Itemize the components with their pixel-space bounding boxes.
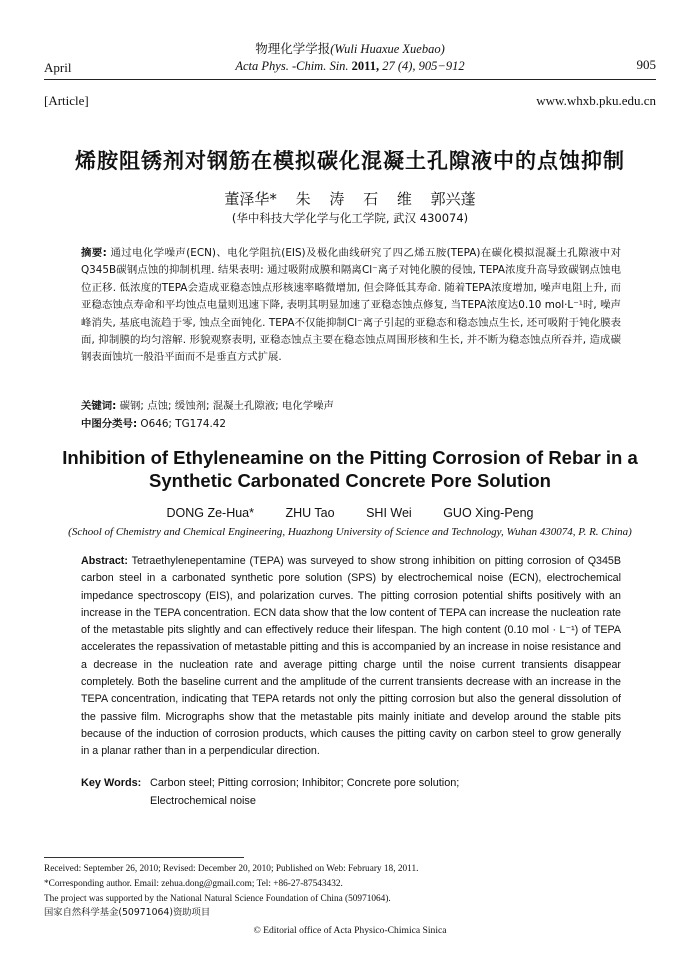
cn-abstract-text: 通过电化学噪声(ECN)、电化学阻抗(EIS)及极化曲线研究了四乙烯五胺(TEPA)在碳化模拟混凝土孔隙液中对Q345B碳钢点蚀的抑制机理. 结果表明: 通过吸附成膜和隔离Cl⁻离子对钝化膜的侵蚀, TEPA浓度升高导致碳钢点蚀电位正移. 低浓度的TEPA会造成亚稳态蚀点形核速率略微增加, 但会降低其寿命. 随着TEPA浓度增加, 噪声电阻上升, 而亚稳态蚀点寿命和平均蚀点电量则迅速下降, 表明其明显加速了亚稳态蚀点修复, 当TEPA浓度达0.10 mol·L⁻¹时, 噪声峰消失, 基底电流趋于零, 蚀点全面钝化. TEPA不仅能抑制Cl⁻离子引起的亚稳态和稳态蚀点生长, 还可吸附于钝化膜表面, 抑制膜的均匀溶解. 形貌观察表明, 亚稳态蚀点主要在稳态蚀点周围形核和生长, 并不断为稳态蚀点所吞并, 造成碳钢表面蚀坑一般沿平面而不是垂直方式扩展.	[81, 247, 621, 364]
footnotes	[44, 862, 418, 921]
footnote-funding-cn: 国家自然科学基金(50971064)资助项目	[44, 907, 211, 919]
cn-abstract-label: 摘要:	[81, 247, 107, 259]
en-abstract-label: Abstract:	[81, 555, 128, 567]
footnote-rule	[44, 857, 244, 858]
cn-keywords-label: 关键词:	[81, 400, 117, 412]
cn-keywords-text: 碳钢; 点蚀; 缓蚀剂; 混凝土孔隙液; 电化学噪声	[119, 400, 334, 412]
journal-name-cn: 物理化学学报	[255, 41, 331, 56]
en-author: ZHU Tao	[285, 506, 335, 520]
en-keywords-line2: Electrochemical noise	[150, 795, 256, 807]
cn-abstract	[81, 245, 621, 367]
en-title: Inhibition of Ethyleneamine on the Pitting Corrosion of Rebar in a Synthetic Carbonated Concrete Pore Solution	[62, 447, 638, 491]
header-rule	[44, 79, 656, 80]
cn-classification	[81, 415, 226, 430]
footnote-funding-en: The project was supported by the National Natural Science Foundation of China (50971064).	[44, 893, 391, 904]
page-number: 905	[636, 57, 656, 72]
en-keywords-label: Key Words:	[81, 777, 142, 789]
cn-class-codes: O646; TG174.42	[140, 418, 226, 430]
journal-abbrev: Acta Phys. -Chim. Sin.	[235, 59, 349, 73]
en-authors	[0, 506, 700, 520]
header-month: April	[44, 60, 72, 75]
journal-year: 2011,	[351, 59, 380, 73]
cn-class-label: 中图分类号:	[81, 418, 138, 430]
journal-website: www.whxb.pku.edu.cn	[536, 93, 656, 108]
cn-authors: 董泽华* 朱 涛 石 维 郭兴蓬	[224, 190, 476, 208]
footnote-corresponding: *Corresponding author. Email: zehua.dong@gmail.com; Tel: +86-27-87543432.	[44, 878, 343, 889]
journal-volume-pages: 27 (4), 905−912	[382, 59, 465, 73]
en-abstract-text: Tetraethylenepentamine (TEPA) was surveyed to show strong inhibition on pitting corrosion of Q345B carbon steel in a carbonated synthetic pore solution (SPS) by electrochemical noise (ECN), electrochemical impedance spectroscopy (EIS), and polarization curves. The pitting corrosion potential shifts positively with an increase in the TEPA concentration. ECN data show that the low content of TEPA can increase the nucleation rate of the metastable pits slightly and can effectively reduce their lifespan. The high content (0.10 mol · L⁻¹) of TEPA accelerates the repassivation of metastable pitting and this is accompanied by an increase in noise resistance and a decrease in the nucleation rate and average pitting charge until the noise current transients disappear completely. Both the baseline current and the amplitude of the current transients decrease with an increase in the TEPA concentration, indicating that TEPA retards not only the pitting corrosion but also the general dissolution of the passive film. Micrographs show that the metastable pits mainly initiate and develop around the stable pits because of the induction of corrosion products, which causes the pitting cavity on carbon steel to grow generally in a planar rather than in a perpendicular direction.	[81, 555, 622, 758]
en-affiliation: (School of Chemistry and Chemical Engineering, Huazhong University of Science and Technology, Wuhan 430074, P. R. China)	[68, 526, 632, 538]
en-keywords-line1: Carbon steel; Pitting corrosion; Inhibitor; Concrete pore solution;	[150, 777, 460, 789]
cn-affiliation: (华中科技大学化学与化工学院, 武汉 430074)	[231, 211, 469, 225]
journal-header	[0, 40, 700, 75]
copyright: © Editorial office of Acta Physico-Chimica Sinica	[253, 925, 447, 936]
article-type: [Article]	[44, 93, 89, 108]
journal-name-latin: (Wuli Huaxue Xuebao)	[330, 42, 445, 56]
journal-name-line	[0, 40, 700, 58]
en-author: DONG Ze-Hua*	[166, 506, 255, 520]
en-author: GUO Xing-Peng	[443, 506, 534, 520]
en-author: SHI Wei	[366, 506, 412, 520]
cn-keywords	[81, 397, 334, 412]
journal-citation-line	[0, 58, 700, 75]
footnote-received: Received: September 26, 2010; Revised: December 20, 2010; Published on Web: February 18, 2011.	[44, 864, 419, 874]
cn-title: 烯胺阻锈剂对钢筋在模拟碳化混凝土孔隙液中的点蚀抑制	[75, 149, 625, 173]
en-abstract	[81, 553, 621, 761]
